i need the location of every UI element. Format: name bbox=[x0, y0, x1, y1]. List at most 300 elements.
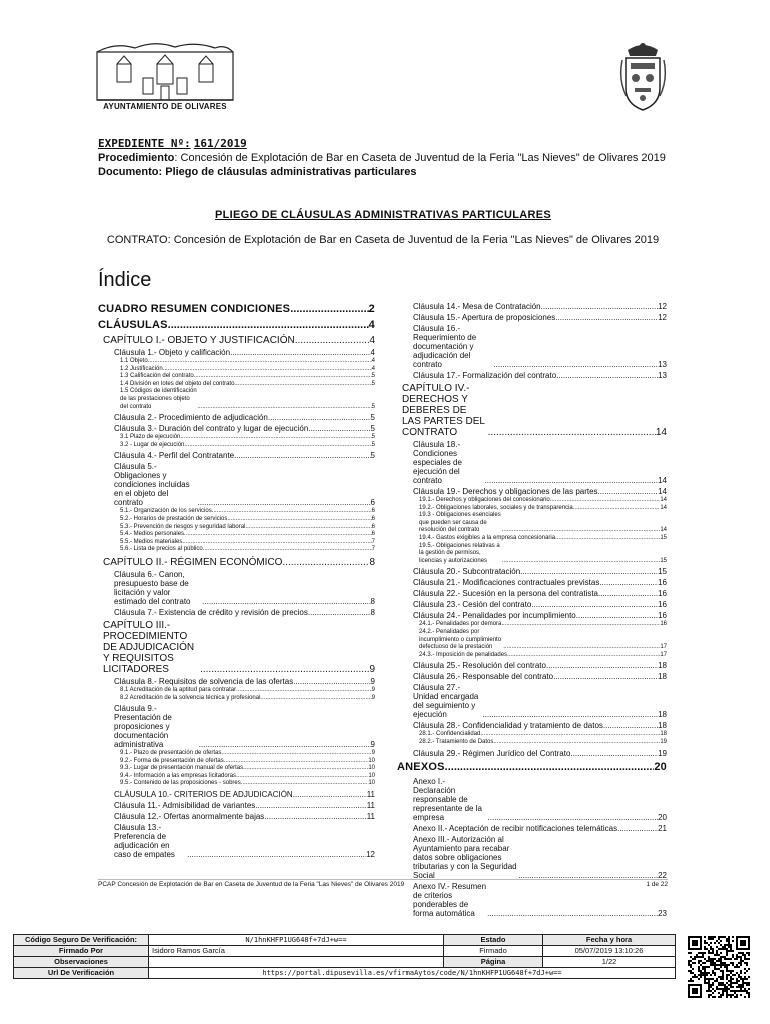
toc-entry[interactable] bbox=[413, 313, 667, 322]
toc-leader-dots bbox=[243, 765, 368, 773]
toc-entry-title: 24.2.- Penalidades por incumplimiento o cumplimiento defectuoso de la prestación bbox=[419, 628, 502, 651]
footer-divider bbox=[98, 879, 668, 880]
toc-entry-title: 9.3.- Lugar de presentación manual de ofertas bbox=[120, 765, 244, 772]
toc-leader-dots bbox=[598, 589, 658, 598]
toc-leader-dots bbox=[182, 539, 371, 547]
toc-entry-title: Cláusula 5.- Obligaciones y condiciones incluidas en el objeto del contrato bbox=[114, 462, 190, 508]
toc-entry-page: 4 bbox=[369, 335, 375, 346]
toc-leader-dots bbox=[290, 303, 368, 315]
toc-entry-title: 8.1 Acreditación de la aptitud para contratar bbox=[120, 686, 237, 693]
signature-row bbox=[14, 935, 676, 946]
toc-entry[interactable] bbox=[120, 695, 375, 703]
estado-value: Firmado bbox=[444, 946, 543, 957]
toc-leader-dots bbox=[168, 319, 369, 331]
toc-entry[interactable] bbox=[114, 570, 375, 606]
toc-entry-title: 19.1.- Derechos y obligaciones del concesionario bbox=[419, 497, 550, 503]
toc-entry[interactable] bbox=[419, 535, 667, 543]
toc-entry-title: Cláusula 2.- Procedimiento de adjudicación bbox=[114, 413, 268, 423]
toc-entry[interactable] bbox=[114, 801, 375, 810]
toc-entry-title: 5.3.- Prevención de riesgos y seguridad laboral bbox=[120, 523, 246, 530]
toc-leader-dots bbox=[255, 801, 366, 810]
toc-entry-page: 9 bbox=[371, 750, 375, 757]
toc-leader-dots bbox=[485, 476, 659, 485]
observaciones-value bbox=[149, 957, 444, 968]
toc-entry[interactable] bbox=[120, 765, 375, 773]
url-value[interactable]: https://portal.dipusevilla.es/vfirmaAytos/code/N/1hnKHFP1UG648f+7dJ+w== bbox=[149, 968, 676, 979]
toc-entry[interactable] bbox=[120, 750, 375, 758]
toc-entry-page: 13 bbox=[658, 360, 667, 369]
toc-leader-dots bbox=[234, 451, 370, 460]
toc-entry-page: 18 bbox=[658, 721, 667, 731]
toc-leader-dots bbox=[293, 790, 367, 799]
toc-leader-dots bbox=[194, 373, 372, 381]
toc-entry-page: 6 bbox=[371, 508, 375, 515]
toc-leader-dots bbox=[268, 413, 371, 422]
toc-entry[interactable] bbox=[413, 589, 667, 598]
fecha-value: 05/07/2019 13:10:26 bbox=[543, 946, 676, 957]
toc-entry[interactable] bbox=[103, 557, 375, 568]
index-heading: Índice bbox=[98, 269, 152, 291]
toc-entry-title: 9.1.- Plazo de presentación de ofertas bbox=[120, 750, 222, 757]
toc-entry[interactable] bbox=[419, 543, 667, 566]
toc-leader-dots bbox=[203, 546, 372, 554]
toc-entry-title: Cláusula 25.- Resolución del contrato bbox=[413, 661, 546, 671]
toc-leader-dots bbox=[200, 664, 369, 675]
toc-entry[interactable] bbox=[120, 381, 375, 389]
toc-leader-dots bbox=[502, 558, 660, 566]
toc-leader-dots bbox=[295, 335, 370, 346]
toc-leader-dots bbox=[236, 773, 368, 781]
toc-entry-title: Cláusula 23.- Cesión del contrato bbox=[413, 600, 532, 610]
toc-entry-title: Anexo IV.- Resumen de criterios ponderables de forma automática bbox=[413, 881, 487, 918]
toc-entry[interactable] bbox=[120, 773, 375, 781]
toc-entry-title: 19.2.- Obligaciones laborales, sociales y de transparencia bbox=[419, 504, 573, 511]
toc-leader-dots bbox=[555, 313, 658, 322]
toc-entry-title: 24.1.- Penalidades por demora bbox=[419, 621, 502, 628]
toc-entry-page: 10 bbox=[368, 772, 375, 779]
toc-entry-title: Cláusula 13.- Preferencia de adjudicación en caso de empates bbox=[114, 823, 175, 860]
toc-leader-dots bbox=[555, 535, 660, 543]
toc-entry[interactable] bbox=[120, 524, 375, 532]
toc-entry-title: ANEXOS bbox=[397, 760, 445, 773]
toc-entry-page: 14 bbox=[660, 497, 667, 503]
toc-entry-title: 3.2 - Lugar de ejecución bbox=[120, 441, 185, 448]
toc-entry-page: 9 bbox=[370, 676, 375, 686]
toc-entry-title: 19.5.- Obligaciones relativas a la gestión de permisos, licencias y autorizaciones bbox=[419, 542, 500, 564]
toc-entry-page: 16 bbox=[658, 578, 667, 588]
fecha-label: Fecha y hora bbox=[543, 935, 676, 946]
toc-entry[interactable] bbox=[413, 835, 667, 880]
toc-leader-dots bbox=[550, 497, 661, 505]
toc-entry-title: 9.2.- Forma de presentación de ofertas bbox=[120, 757, 224, 764]
firmado-por-label: Firmado Por bbox=[14, 946, 149, 957]
toc-entry-title: CUADRO RESUMEN CONDICIONES bbox=[98, 303, 291, 315]
toc-leader-dots bbox=[245, 524, 371, 532]
toc-entry[interactable] bbox=[103, 335, 375, 346]
toc-entry-page: 14 bbox=[658, 487, 667, 496]
toc-entry[interactable] bbox=[413, 721, 667, 730]
toc-entry[interactable] bbox=[98, 303, 375, 315]
toc-entry[interactable] bbox=[419, 739, 667, 747]
toc-leader-dots bbox=[148, 358, 372, 366]
csv-label: Código Seguro De Verificación: bbox=[14, 935, 149, 946]
toc-entry-page: 16 bbox=[658, 611, 667, 621]
toc-entry-title: 24.3.- Imposición de penalidades bbox=[419, 651, 508, 658]
toc-entry-page: 5 bbox=[370, 451, 375, 461]
toc-entry-page: 18 bbox=[658, 661, 667, 671]
toc-entry-title: 1.1 Objeto bbox=[120, 358, 148, 364]
toc-entry-page: 21 bbox=[658, 823, 667, 833]
expediente-label: EXPEDIENTE Nº: bbox=[98, 137, 191, 150]
toc-entry-page: 20 bbox=[658, 812, 667, 822]
documento-line bbox=[98, 165, 668, 179]
toc-leader-dots bbox=[184, 531, 372, 539]
toc-entry-title: Cláusula 29.- Régimen Jurídico del Contrato bbox=[413, 748, 571, 758]
toc-leader-dots bbox=[617, 824, 658, 833]
toc-entry-page: 5 bbox=[371, 434, 375, 441]
toc-entry-title: 5.1.- Organización de los servicios bbox=[120, 508, 212, 515]
toc-entry-page: 17 bbox=[660, 651, 667, 658]
toc-entry[interactable] bbox=[114, 348, 375, 357]
toc-leader-dots bbox=[493, 360, 658, 369]
toc-entry[interactable] bbox=[413, 487, 667, 496]
toc-leader-dots bbox=[480, 731, 660, 739]
toc-entry-page: 9 bbox=[371, 694, 375, 701]
toc-leader-dots bbox=[541, 302, 658, 311]
toc-left-column bbox=[98, 300, 375, 860]
toc-right-column bbox=[397, 300, 667, 919]
toc-entry-title: Cláusula 9.- Presentación de proposiciones y documentación administrativa bbox=[114, 704, 172, 750]
coat-of-arms-icon bbox=[618, 40, 668, 112]
toc-entry-page: 15 bbox=[660, 534, 667, 541]
toc-entry-title: Cláusula 15.- Apertura de proposiciones bbox=[413, 313, 556, 322]
toc-leader-dots bbox=[531, 600, 658, 609]
pagina-label: Página bbox=[444, 957, 543, 968]
toc-entry-title: Cláusula 4.- Perfil del Contratante bbox=[114, 451, 235, 461]
toc-entry[interactable] bbox=[98, 319, 375, 331]
toc-entry[interactable] bbox=[413, 749, 667, 758]
toc-entry-title: 1.3 Calificación del contrato bbox=[120, 373, 194, 380]
toc-entry-title: CAPÍTULO II.- RÉGIMEN ECONÓMICO bbox=[103, 556, 283, 568]
toc-entry-page: 14 bbox=[655, 427, 667, 438]
toc-entry[interactable] bbox=[120, 434, 375, 442]
toc-entry-title: Cláusula 8.- Requisitos de solvencia de las ofertas bbox=[114, 676, 294, 686]
observaciones-label: Observaciones bbox=[14, 957, 149, 968]
toc-entry-title: 5.4.- Medios personales bbox=[120, 531, 185, 538]
toc-entry-page: 2 bbox=[368, 303, 375, 315]
toc-leader-dots bbox=[221, 750, 371, 758]
logo-caption: AYUNTAMIENTO DE OLIVARES bbox=[103, 102, 227, 111]
toc-entry[interactable] bbox=[419, 512, 667, 535]
toc-leader-dots bbox=[212, 508, 372, 516]
toc-entry-page: 11 bbox=[366, 812, 375, 822]
toc-entry-title: Cláusula 3.- Duración del contrato y lugar de ejecución bbox=[114, 424, 309, 434]
toc-entry-title: 1.5 Códigos de identificación de las prestaciones objeto del contrato bbox=[120, 388, 197, 410]
toc-entry-page: 8 bbox=[370, 596, 375, 606]
toc-entry[interactable] bbox=[114, 608, 375, 617]
toc-leader-dots bbox=[546, 661, 658, 670]
toc-entry-page: 16 bbox=[658, 600, 667, 610]
toc-entry-page: 6 bbox=[371, 515, 375, 522]
toc-entry-page: 18 bbox=[658, 672, 667, 682]
toc-entry-title: Cláusula 24.- Penalidades por incumplimiento bbox=[413, 611, 576, 621]
toc-leader-dots bbox=[197, 404, 371, 412]
toc-entry-title: Cláusula 1.- Objeto y calificación bbox=[114, 348, 231, 357]
toc-leader-dots bbox=[556, 371, 658, 380]
toc-entry[interactable] bbox=[103, 620, 375, 675]
signature-row bbox=[14, 968, 676, 979]
toc-entry[interactable] bbox=[120, 531, 375, 539]
toc-entry-title: Cláusula 27.- Unidad encargada del seguimiento y ejecución bbox=[413, 683, 479, 720]
toc-entry-title: 9.5.- Contenido de las proposiciones - sobres bbox=[120, 780, 241, 787]
toc-leader-dots bbox=[488, 427, 656, 438]
toc-entry-title: 9.4.- Información a las empresas licitadoras bbox=[120, 772, 237, 779]
toc-entry[interactable] bbox=[419, 497, 667, 505]
toc-leader-dots bbox=[234, 381, 371, 389]
municipal-logo bbox=[95, 38, 235, 116]
toc-entry[interactable] bbox=[413, 777, 667, 822]
toc-entry[interactable] bbox=[120, 780, 375, 788]
toc-entry-page: 12 bbox=[658, 302, 667, 311]
toc-entry-title: Cláusula 7.- Existencia de crédito y revisión de precios bbox=[114, 607, 308, 617]
toc-entry-page: 8 bbox=[369, 556, 375, 568]
toc-entry-title: CAPÍTULO III.- PROCEDIMIENTO DE ADJUDICACIÓN Y REQUISITOS LICITADORES bbox=[103, 619, 195, 675]
toc-entry[interactable] bbox=[413, 578, 667, 587]
toc-leader-dots bbox=[308, 424, 370, 433]
toc-entry[interactable] bbox=[413, 567, 667, 576]
toc-entry-page: 6 bbox=[371, 531, 375, 538]
toc-entry[interactable] bbox=[114, 677, 375, 686]
toc-entry[interactable] bbox=[419, 652, 667, 660]
toc-leader-dots bbox=[488, 813, 659, 822]
toc-entry[interactable] bbox=[120, 539, 375, 547]
toc-entry[interactable] bbox=[413, 683, 667, 719]
toc-entry-page: 5 bbox=[370, 413, 375, 423]
document-title: PLIEGO DE CLÁUSULAS ADMINISTRATIVAS PARTICULARES bbox=[214, 209, 552, 221]
firmado-por-value: Isidoro Ramos García bbox=[149, 946, 444, 957]
toc-entry-title: Cláusula 26.- Responsable del contrato bbox=[413, 672, 554, 682]
toc-entry[interactable] bbox=[413, 661, 667, 670]
toc-entry-page: 7 bbox=[371, 546, 375, 553]
toc-leader-dots bbox=[599, 578, 658, 587]
toc-leader-dots bbox=[282, 557, 369, 568]
toc-entry-page: 4 bbox=[371, 365, 375, 372]
toc-entry-title: Anexo I.- Declaración responsable de representante de la empresa bbox=[413, 776, 482, 822]
toc-entry[interactable] bbox=[413, 324, 667, 369]
toc-entry-page: 4 bbox=[371, 358, 375, 364]
documento-label: Documento: bbox=[98, 166, 163, 178]
toc-entry[interactable] bbox=[114, 424, 375, 433]
toc-entry-page: 19 bbox=[658, 748, 667, 758]
toc-entry-title: CAPÍTULO I.- OBJETO Y JUSTIFICACIÓN bbox=[103, 335, 295, 346]
toc-entry-title: 5.5.- Medios materiales bbox=[120, 538, 183, 545]
toc-entry[interactable] bbox=[419, 731, 667, 739]
toc-entry-page: 11 bbox=[366, 801, 375, 811]
coat-of-arms bbox=[618, 40, 668, 112]
footer-text: PCAP Concesión de Explotación de Bar en Caseta de Juventud de la Feria "Las Nieves" de Olivares 2019 bbox=[98, 881, 405, 888]
procedimiento-text: : Concesión de Explotación de Bar en Caseta de Juventud de la Feria "Las Nieves" de Olivares 2019 bbox=[174, 152, 666, 164]
toc-entry-page: 5 bbox=[370, 424, 375, 434]
toc-leader-dots bbox=[163, 366, 372, 374]
toc-entry-page: 10 bbox=[368, 757, 375, 764]
toc-entry[interactable] bbox=[413, 611, 667, 620]
toc-entry-title: Cláusula 22.- Sucesión en la persona del contratista bbox=[413, 589, 598, 599]
toc-entry-page: 5 bbox=[371, 373, 375, 380]
toc-leader-dots bbox=[224, 758, 369, 766]
toc-entry[interactable] bbox=[120, 366, 375, 374]
documento-text: Pliego de cláusulas administrativas particulares bbox=[165, 166, 417, 178]
csv-value[interactable]: N/1hnKHFP1UG648f+7dJ+w== bbox=[149, 935, 444, 946]
toc-entry-title: 28.1.- Confidencialidad bbox=[419, 731, 481, 738]
procedimiento-line bbox=[98, 151, 668, 165]
toc-entry-title: Cláusula 11.- Admisibilidad de variantes bbox=[114, 801, 256, 811]
toc-leader-dots bbox=[553, 672, 658, 681]
toc-entry[interactable] bbox=[402, 383, 667, 438]
toc-entry-title: Cláusula 21.- Modificaciones contractuales previstas bbox=[413, 578, 600, 588]
toc-entry[interactable] bbox=[120, 373, 375, 381]
toc-entry-page: 16 bbox=[658, 589, 667, 599]
toc-entry-page: 7 bbox=[371, 538, 375, 545]
toc-leader-dots bbox=[236, 687, 372, 695]
toc-leader-dots bbox=[184, 442, 371, 450]
toc-entry[interactable] bbox=[114, 451, 375, 460]
toc-entry[interactable] bbox=[419, 505, 667, 513]
toc-entry-page: 10 bbox=[368, 780, 375, 787]
toc-entry[interactable] bbox=[114, 413, 375, 422]
toc-entry-title: 5.6.- Lista de precios al público bbox=[120, 546, 203, 553]
toc-entry[interactable] bbox=[413, 440, 667, 485]
toc-entry[interactable] bbox=[413, 302, 667, 311]
signature-row bbox=[14, 946, 676, 957]
url-label: Url De Verificación bbox=[14, 968, 149, 979]
toc-entry-page: 5 bbox=[371, 380, 375, 387]
toc-entry[interactable] bbox=[120, 758, 375, 766]
toc-entry-title: 5.2.- Horarios de prestación de servicios bbox=[120, 515, 228, 522]
toc-entry-title: Cláusula 6.- Canon, presupuesto base de licitación y valor estimado del contrato bbox=[114, 569, 191, 606]
toc-entry-title: 1.2 Justificación bbox=[120, 365, 163, 372]
procedimiento-label: Procedimiento bbox=[98, 152, 175, 164]
toc-leader-dots bbox=[180, 434, 371, 442]
town-hall-building-icon bbox=[95, 38, 235, 102]
qr-code-icon bbox=[688, 936, 750, 998]
toc-entry[interactable] bbox=[413, 600, 667, 609]
expediente-block bbox=[98, 137, 668, 179]
toc-entry-page: 15 bbox=[658, 567, 667, 577]
toc-entry-page: 12 bbox=[658, 313, 667, 322]
toc-entry-page: 15 bbox=[660, 557, 667, 564]
toc-entry-page: 14 bbox=[658, 476, 667, 485]
contrato-description: CONTRATO: Concesión de Explotación de Bar en Caseta de Juventud de la Feria "Las Nieves" de Olivares 2019 bbox=[106, 234, 660, 246]
toc-entry[interactable] bbox=[413, 672, 667, 681]
toc-entry[interactable] bbox=[114, 823, 375, 859]
toc-entry[interactable] bbox=[413, 824, 667, 833]
toc-entry-page: 18 bbox=[660, 731, 667, 738]
toc-entry-page: 18 bbox=[658, 710, 667, 720]
toc-entry[interactable] bbox=[114, 704, 375, 749]
toc-entry-title: 3.1 Plazo de ejecución bbox=[120, 434, 181, 441]
toc-leader-dots bbox=[187, 850, 366, 859]
toc-leader-dots bbox=[520, 567, 658, 576]
toc-entry[interactable] bbox=[120, 516, 375, 524]
expediente-line bbox=[98, 137, 668, 151]
toc-entry[interactable] bbox=[397, 761, 667, 773]
toc-entry[interactable] bbox=[120, 546, 375, 554]
toc-entry-page: 20 bbox=[654, 760, 667, 773]
pagina-value: 1/22 bbox=[543, 957, 676, 968]
expediente-number: 161/2019 bbox=[193, 137, 247, 150]
toc-entry[interactable] bbox=[419, 621, 667, 629]
toc-leader-dots bbox=[598, 487, 659, 496]
toc-entry-page: 19 bbox=[660, 738, 667, 745]
toc-leader-dots bbox=[501, 621, 660, 629]
toc-entry-title: Anexo III.- Autorización al Ayuntamiento para recabar datos sobre obligaciones tributarias y con la Seguridad Social bbox=[413, 834, 517, 880]
toc-entry-page: 14 bbox=[660, 527, 667, 534]
toc-entry-page: 23 bbox=[658, 908, 667, 918]
toc-entry[interactable] bbox=[114, 812, 375, 821]
toc-entry-title: Cláusula 12.- Ofertas anormalmente bajas bbox=[114, 812, 265, 822]
toc-entry-page: 4 bbox=[370, 348, 375, 357]
toc-leader-dots bbox=[260, 695, 371, 703]
toc-entry[interactable] bbox=[120, 358, 375, 366]
toc-entry-page: 22 bbox=[658, 870, 667, 880]
toc-entry-page: 12 bbox=[366, 850, 375, 860]
estado-label: Estado bbox=[444, 935, 543, 946]
toc-leader-dots bbox=[603, 721, 658, 730]
toc-entry[interactable] bbox=[120, 687, 375, 695]
toc-leader-dots bbox=[230, 348, 370, 357]
toc-entry-page: 9 bbox=[369, 663, 375, 675]
toc-leader-dots bbox=[503, 644, 660, 652]
toc-entry-page: 9 bbox=[371, 686, 375, 693]
footer-page-number: 1 de 22 bbox=[646, 881, 668, 888]
toc-entry[interactable] bbox=[120, 442, 375, 450]
toc-entry-page: 11 bbox=[366, 790, 375, 800]
qr-code[interactable] bbox=[688, 936, 750, 998]
toc-entry-title: 19.4.- Gastos exigibles a la empresa concesionaria bbox=[419, 534, 556, 541]
toc-leader-dots bbox=[241, 780, 369, 788]
toc-entry-title: 19.3 - Obligaciones esenciales que pueden ser causa de resolución del contrato bbox=[419, 512, 501, 534]
toc-entry[interactable] bbox=[419, 629, 667, 652]
toc-leader-dots bbox=[576, 611, 658, 620]
toc-leader-dots bbox=[308, 608, 371, 617]
toc-entry[interactable] bbox=[120, 508, 375, 516]
toc-entry-page: 8 bbox=[370, 607, 375, 617]
toc-entry[interactable] bbox=[114, 462, 375, 507]
toc-entry[interactable] bbox=[114, 790, 375, 799]
toc-entry-title: 28.2.- Tratamiento de Datos bbox=[419, 738, 494, 745]
toc-leader-dots bbox=[487, 909, 658, 918]
toc-leader-dots bbox=[264, 812, 366, 821]
toc-leader-dots bbox=[445, 761, 655, 773]
toc-entry-page: 13 bbox=[658, 371, 667, 380]
toc-entry-title: Cláusula 14.- Mesa de Contratación bbox=[413, 302, 541, 311]
toc-entry-page: 10 bbox=[368, 765, 375, 772]
toc-entry-page: 9 bbox=[370, 740, 375, 750]
signature-row bbox=[14, 957, 676, 968]
toc-entry[interactable] bbox=[120, 388, 375, 411]
toc-entry-page: 4 bbox=[368, 319, 375, 331]
toc-leader-dots bbox=[227, 516, 371, 524]
toc-entry-page: 5 bbox=[371, 403, 375, 410]
toc-entry-page: 5 bbox=[371, 441, 375, 448]
toc-entry-title: Cláusula 17.- Formalización del contrato bbox=[413, 371, 557, 380]
toc-entry[interactable] bbox=[413, 371, 667, 380]
toc-entry-title: Cláusula 28.- Confidencialidad y tratamiento de datos bbox=[413, 721, 603, 731]
toc-entry-page: 16 bbox=[660, 621, 667, 628]
toc-entry-page: 14 bbox=[660, 504, 667, 511]
toc-entry-title: CLÁUSULAS bbox=[98, 319, 168, 331]
toc-entry-title: Anexo II.- Aceptación de recibir notificaciones telemáticas bbox=[413, 823, 618, 833]
